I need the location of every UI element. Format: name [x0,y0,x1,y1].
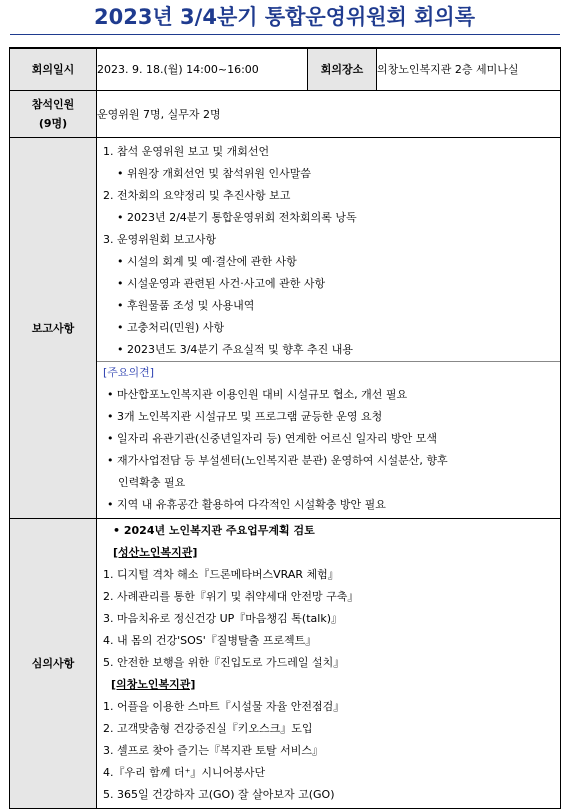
attendees-label: 참석인원 [31,98,75,111]
report-item: • 위원장 개회선언 및 참석위원 인사말씀 [117,166,311,180]
seongsan-item: 5. 안전한 보행을 위한『진입도로 가드레일 설치』 [103,655,345,669]
uichang-item: 4.『우리 함께 더⁺』시니어봉사단 [103,765,266,779]
report-item: • 2023년 2/4분기 통합운영위회 전차회의록 낭독 [117,210,357,224]
meeting-info-row [10,48,561,90]
uichang-item: 3. 셀프로 찾아 즐기는『복지관 토탈 서비스』 [103,743,323,757]
uichang-item: 2. 고객맞춤형 건강증진실『키오스크』도입 [103,721,313,735]
date-label: 회의일시 [10,48,97,90]
attendees-label-cell [10,90,97,137]
opinion-heading: [주요의견] [103,365,155,379]
report-item: 1. 참석 운영위원 보고 및 개회선언 [103,144,270,158]
report-item: • 고충처리(민원) 사항 [117,320,225,334]
review-content [97,518,561,808]
seongsan-items [103,564,556,674]
seongsan-item: 1. 디지털 격차 해소『드론메타버스VRAR 체험』 [103,567,339,581]
opinion-item: • 마산합포노인복지관 이용인원 대비 시설규모 협소, 개선 필요 [107,387,408,401]
report-item: • 2023년도 3/4분기 주요실적 및 향후 추진 내용 [117,342,354,356]
report-item: 2. 전차회의 요약정리 및 추진사항 보고 [103,188,291,202]
place-value: 의창노인복지관 2층 세미나실 [377,48,561,90]
attendees-value: 운영위원 7명, 실무자 2명 [97,90,561,137]
seongsan-item: 3. 마음치유로 정신건강 UP『마음챙김 톡(talk)』 [103,611,342,625]
attendees-count: (9명) [38,117,68,130]
title-underline [10,34,560,35]
report-item: 3. 운영위원회 보고사항 [103,232,217,246]
review-row [10,518,561,808]
seongsan-item: 4. 내 몸의 건강'SOS'『질병탈출 프로젝트』 [103,633,317,647]
report-content [97,137,561,518]
report-row [10,137,561,518]
opinion-item: • 일자리 유관기관(신중년일자리 등) 연계한 어르신 일자리 방안 모색 [107,431,437,445]
report-label: 보고사항 [10,137,97,518]
review-heading: • 2024년 노인복지관 주요업무계획 검토 [113,523,315,537]
seongsan-heading: [성산노인복지관] [113,545,198,559]
opinion-item: • 재가사업전담 등 부설센터(노인복지관 분관) 운영하여 시설분산, 향후 [107,453,448,467]
place-label: 회의장소 [308,48,377,90]
minutes-table [9,47,561,809]
opinion-item: 인력확충 필요 [118,475,186,489]
report-item: • 시설운영과 관련된 사건·사고에 관한 사항 [117,276,326,290]
opinion-items [103,384,556,516]
review-label: 심의사항 [10,518,97,808]
opinion-item: • 3개 노인복지관 시설규모 및 프로그램 균등한 운영 요청 [107,409,383,423]
uichang-item: 5. 365일 건강하자 고(GO) 잘 살아보자 고(GO) [103,787,335,801]
document-title: 2023년 3/4분기 통합운영위원회 회의록 [94,5,475,29]
report-items [103,141,556,361]
report-item: • 후원물품 조성 및 사용내역 [117,298,255,312]
uichang-item: 1. 어플을 이용한 스마트『시설물 자율 안전점검』 [103,699,345,713]
seongsan-item: 2. 사례관리를 통한『위기 및 취약세대 안전망 구축』 [103,589,359,603]
attendees-row [10,90,561,137]
report-item: • 시설의 회계 및 예·결산에 관한 사항 [117,254,297,268]
uichang-items [103,696,556,806]
date-value: 2023. 9. 18.(월) 14:00~16:00 [97,48,308,90]
opinion-item: • 지역 내 유휴공간 활용하여 다각적인 시설확충 방안 필요 [107,497,386,511]
uichang-heading: [의창노인복지관] [111,677,196,691]
